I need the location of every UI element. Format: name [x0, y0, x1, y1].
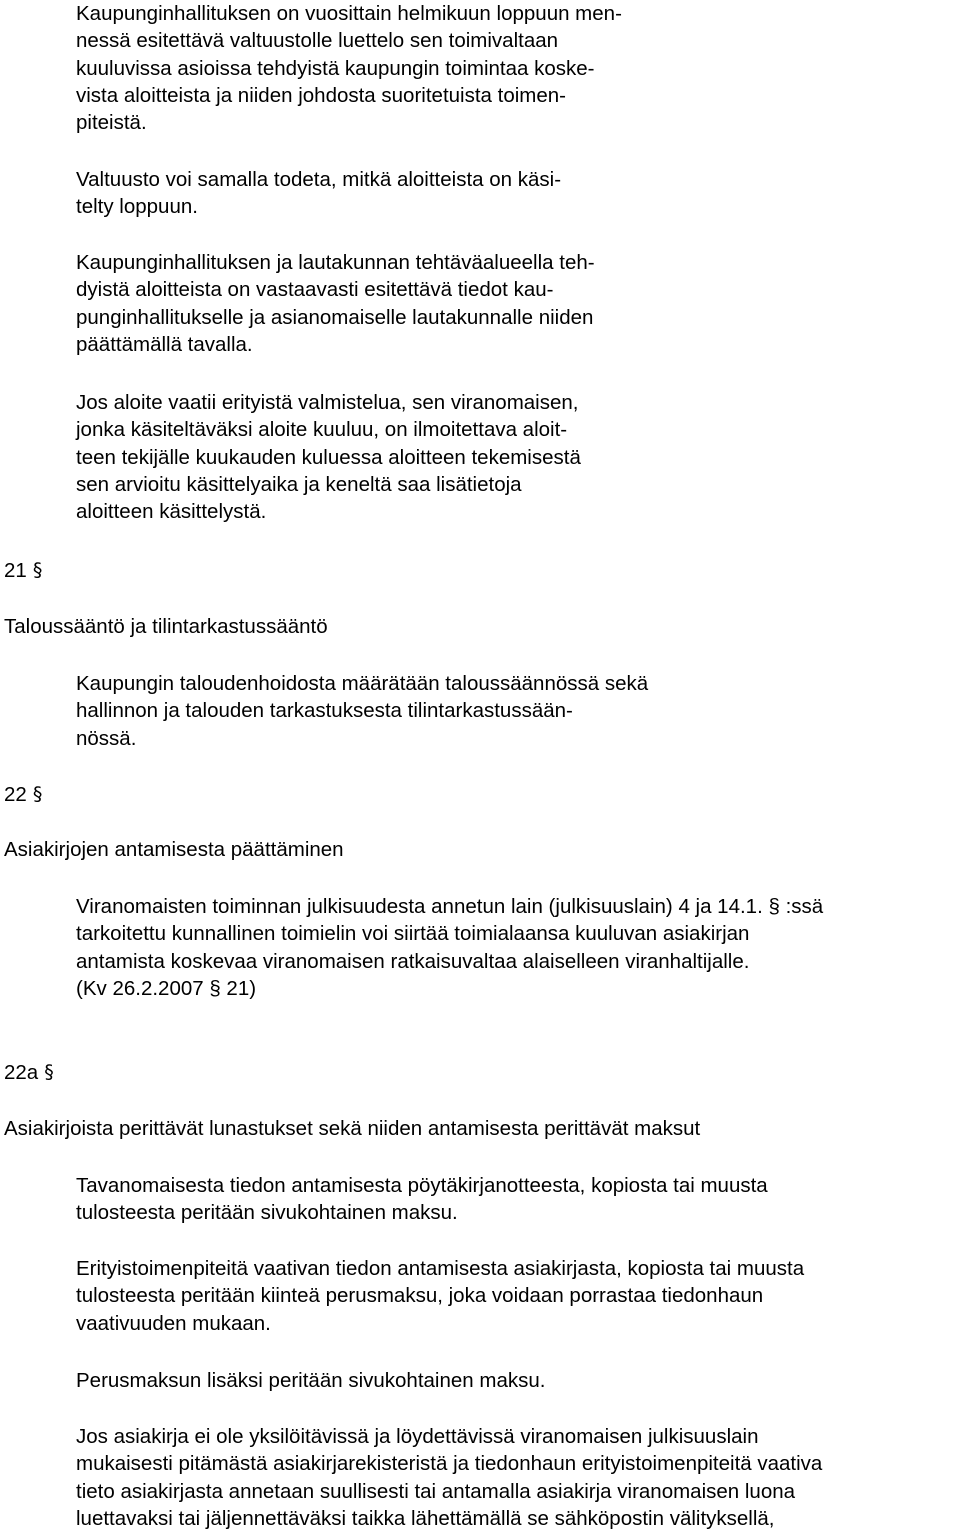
- text-line: tarkoitettu kunnallinen toimielin voi siirtää toimialaansa kuuluvan asiakirjan: [76, 922, 750, 946]
- text-line: tulosteesta peritään sivukohtainen maksu.: [76, 1201, 458, 1225]
- section-number-22a: [4, 1059, 54, 1087]
- text-line: vaativuuden mukaan.: [76, 1311, 271, 1335]
- paragraph-page-fee: [76, 1172, 956, 1227]
- section-number: 22a: [4, 1061, 39, 1084]
- paragraph-council-note: [76, 166, 956, 221]
- text-line: Perusmaksun lisäksi peritään sivukohtainen maksu.: [76, 1369, 546, 1392]
- section-number-21: [4, 557, 42, 585]
- paragraph-preparation-notice: [76, 389, 956, 525]
- paragraph-additional-fee: [76, 1367, 956, 1394]
- text-line: mukaisesti pitämästä asiakirjarekisteristä ja tiedonhaun erityistoimenpiteitä vaativa: [76, 1452, 823, 1476]
- text-line: (Kv 26.2.2007 § 21): [76, 976, 257, 1000]
- text-line: teen tekijälle kuukauden kuluessa aloitteen tekemisestä: [76, 445, 581, 469]
- text-line: hallinnon ja talouden tarkastuksesta tilintarkastussään-: [76, 699, 573, 723]
- section-symbol: §: [32, 783, 43, 805]
- section-symbol: §: [44, 1061, 54, 1083]
- section-heading-22: Asiakirjojen antamisesta päättäminen: [4, 838, 344, 861]
- text-line: tieto asiakirjasta annetaan suullisesti tai antamalla asiakirja viranomaisen luona: [76, 1479, 796, 1503]
- text-line: nössä.: [76, 726, 137, 750]
- text-line: kuuluvissa asioissa tehdyistä kaupungin toimintaa koske-: [76, 56, 595, 80]
- text-line: päättämällä tavalla.: [76, 332, 253, 356]
- text-line: nessä esitettävä valtuustolle luettelo sen toimivaltaan: [76, 29, 559, 53]
- text-line: Jos asiakirja ei ole yksilöitävissä ja löydettävissä viranomaisen julkisuuslain: [76, 1425, 759, 1448]
- text-line: Viranomaisten toiminnan julkisuudesta annetun lain (julkisuuslain) 4 ja 14.1. § :ssä: [76, 895, 824, 918]
- text-line: sen arvioitu käsittelyaika ja keneltä saa lisätietoja: [76, 472, 522, 496]
- paragraph-register-exception: [76, 1423, 956, 1532]
- text-line: Kaupungin taloudenhoidosta määrätään taloussäännössä sekä: [76, 672, 649, 695]
- text-line: Erityistoimenpiteitä vaativan tiedon antamisesta asiakirjasta, kopiosta tai muusta: [76, 1257, 805, 1280]
- text-line: Kaupunginhallituksen on vuosittain helmikuun loppuun men-: [76, 2, 622, 25]
- text-line: jonka käsiteltäväksi aloite kuuluu, on ilmoitettava aloit-: [76, 418, 568, 442]
- section-heading-22a: Asiakirjoista perittävät lunastukset sekä niiden antamisesta perittävät maksut: [4, 1117, 701, 1140]
- text-line: telty loppuun.: [76, 195, 198, 219]
- text-line: punginhallitukselle ja asianomaiselle lautakunnalle niiden: [76, 305, 594, 329]
- section-number-22: [4, 781, 42, 809]
- text-line: Jos aloite vaatii erityistä valmistelua, sen viranomaisen,: [76, 391, 579, 414]
- text-line: piteistä.: [76, 111, 147, 135]
- section-symbol: §: [32, 559, 43, 581]
- section-number: 21: [4, 559, 27, 582]
- text-line: dyistä aloitteista on vastaavasti esitettävä tiedot kau-: [76, 278, 554, 302]
- paragraph-base-fee: [76, 1255, 956, 1337]
- text-line: luettavaksi tai jäljennettäväksi taikka lähettämällä se sähköpostin välityksellä,: [76, 1506, 775, 1530]
- section-heading-21: Taloussääntö ja tilintarkastussääntö: [4, 615, 328, 638]
- section-number: 22: [4, 783, 27, 806]
- text-line: aloitteen käsittelystä.: [76, 500, 267, 524]
- text-line: Kaupunginhallituksen ja lautakunnan tehtäväalueella teh-: [76, 251, 595, 274]
- text-line: Tavanomaisesta tiedon antamisesta pöytäkirjanotteesta, kopiosta tai muusta: [76, 1174, 768, 1197]
- paragraph-document-delegation: [76, 893, 956, 1002]
- text-line: vista aloitteista ja niiden johdosta suoritetuista toimen-: [76, 83, 566, 107]
- paragraph-financial-rules: [76, 670, 956, 752]
- text-line: antamista koskevaa viranomaisen ratkaisuvaltaa alaiselleen viranhaltijalle.: [76, 949, 750, 973]
- text-line: Valtuusto voi samalla todeta, mitkä aloitteista on käsi-: [76, 168, 562, 191]
- paragraph-board-reporting: [76, 249, 956, 358]
- paragraph-initiative-list: [76, 0, 956, 136]
- text-line: tulosteesta peritään kiinteä perusmaksu, joka voidaan porrastaa tiedonhaun: [76, 1284, 764, 1308]
